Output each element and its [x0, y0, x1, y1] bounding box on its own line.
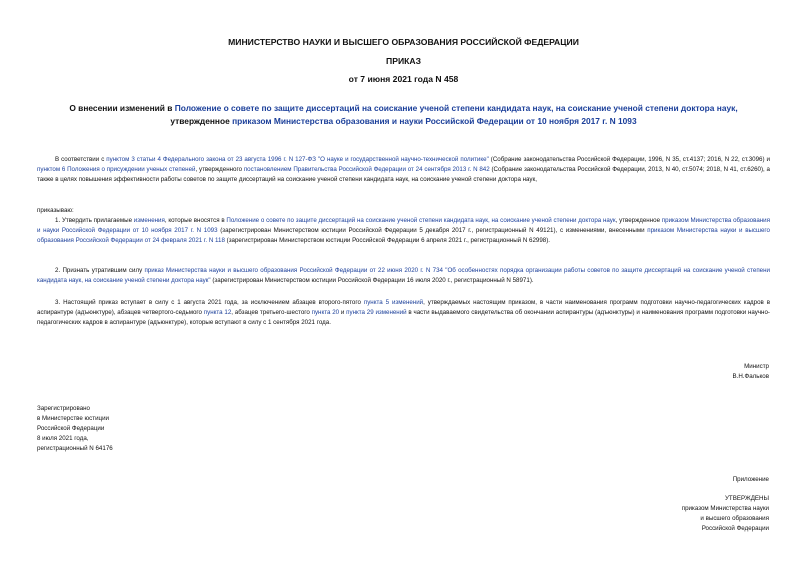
title-prefix: О внесении изменений в: [69, 103, 175, 113]
item3-link-point-20[interactable]: пункта 20: [311, 309, 340, 317]
appendix-line: приказом Министерства науки: [681, 505, 769, 512]
item1-link-regulation[interactable]: Положение о совете по защите диссертаций на соискание ученой степени кандидата наук, на соискание ученой степени доктора наук: [226, 217, 616, 224]
document-title: [40, 102, 767, 127]
item3-link-point-29[interactable]: пункта 29 изменений: [346, 309, 407, 317]
item1-link-order-1093[interactable]: приказом Министерства образования и науки Российской Федерации от 10 ноября 2017 г. N 1093: [37, 217, 770, 235]
item3-text-1: 3. Настоящий приказ вступает в силу с 1 августа 2021 года, за исключением абзацев второго-пятого: [55, 299, 364, 306]
signature-name: В.Н.Фальков: [732, 373, 769, 380]
title-middle: утвержденное: [170, 115, 233, 126]
item1-text-5: (зарегистрирован Министерством юстиции Российской Федерации 6 апреля 2021 г., регистрационный N 62998).: [224, 237, 551, 245]
preamble-text-4: (Собрание законодательства Российской Федерации, 2013, N 40, ст.5074; 2018, N 41, ст.6260), а также в целях повышения эффективности работы советов по защите диссертаций на соискание ученой степени кандидата наук, на соискание ученой степени доктора наук,: [37, 166, 770, 184]
registration-line: Зарегистрировано: [37, 405, 90, 412]
date-number-heading: от 7 июня 2021 года N 458: [348, 74, 459, 84]
item1-text-4: (зарегистрирован Министерством юстиции Российской Федерации 5 декабря 2017 г., регистрационный N 49121), с изменениями, внесенными: [217, 227, 648, 235]
item1-text-2: , которые вносятся в: [164, 217, 227, 224]
appendix-line: Российской Федерации: [701, 525, 769, 532]
item2-link-order-734[interactable]: приказ Министерства науки и высшего образования Российской Федерации от 22 июня 2020 г. N 734 "Об особенностях порядка организации работы советов по защите диссертаций на соискание ученой степени кандидата наук, на соискание ученой степени доктора наук": [37, 267, 770, 285]
signature-block: [732, 362, 769, 382]
title-link-regulation[interactable]: Положение о совете по защите диссертаций на соискание ученой степени кандидата наук, на соискание ученой степени доктора наук,: [174, 103, 738, 113]
title-link-order[interactable]: приказом Министерства образования и науки Российской Федерации от 10 ноября 2017 г. N 1093: [232, 115, 637, 126]
appendix-line: и высшего образования: [700, 515, 769, 522]
registration-line: регистрационный N 64176: [37, 445, 113, 452]
item1-text-3: , утвержденное: [615, 217, 662, 224]
item3-text-5: в части выдаваемого свидетельства об окончании аспирантуры (адъюнктуры) и наименования программ подготовки научно-педагогических кадров в аспирантуре (адъюнктуре), которые вступают в силу с 1 сентября 2021 года.: [37, 309, 770, 327]
item-3-paragraph: [37, 298, 770, 329]
item1-link-changes[interactable]: изменения: [133, 217, 165, 224]
item3-text-3: , абзацев третьего-шестого: [231, 309, 312, 317]
item3-text-2: , утверждаемых настоящим приказом, в части наименования программ подготовки научно-педагогических кадров в аспирантуре (адъюнктуре), абзацев четвертого-седьмого: [37, 299, 770, 317]
appendix-approval-block: [682, 494, 769, 534]
order-word: [37, 206, 770, 216]
item3-link-point-5[interactable]: пункта 5 изменений: [363, 299, 424, 306]
preamble-link-law[interactable]: пунктом 3 статьи 4 Федерального закона от 23 августа 1996 г. N 127-ФЗ "О науке и государственной научно-технической политике": [106, 156, 489, 163]
preamble-link-regulation[interactable]: пунктом 6 Положения о присуждении ученых степеней: [37, 166, 196, 174]
registration-line: 8 июля 2021 года,: [37, 435, 89, 442]
item1-link-order-118[interactable]: приказом Министерства науки и высшего образования Российской Федерации от 24 февраля 2021 г. N 118: [37, 227, 770, 245]
item2-text-2: (зарегистрирован Министерством юстиции Российской Федерации 16 июля 2020 г., регистрационный N 58971).: [210, 277, 534, 285]
registration-line: в Министерстве юстиции: [37, 415, 110, 422]
preamble-text-2: (Собрание законодательства Российской Федерации, 1996, N 35, ст.4137; 2016, N 22, ст.3096) и: [488, 156, 770, 163]
preamble-paragraph: [37, 155, 770, 186]
ministry-heading: МИНИСТЕРСТВО НАУКИ И ВЫСШЕГО ОБРАЗОВАНИЯ РОССИЙСКОЙ ФЕДЕРАЦИИ: [228, 37, 579, 47]
item3-text-4: и: [339, 309, 347, 317]
registration-line: Российской Федерации: [37, 425, 105, 432]
preamble-link-decree[interactable]: постановлением Правительства Российской Федерации от 24 сентября 2013 г. N 842: [243, 166, 490, 174]
item2-text-1: 2. Признать утратившим силу: [55, 267, 145, 274]
doc-type-heading: ПРИКАЗ: [386, 56, 421, 66]
preamble-text-1: В соответствии с: [55, 156, 107, 163]
item1-text-1: 1. Утвердить прилагаемые: [55, 217, 134, 224]
item-2-paragraph: [37, 266, 770, 286]
appendix-line: УТВЕРЖДЕНЫ: [725, 495, 769, 502]
appendix-label: Приложение: [732, 476, 769, 483]
preamble-text-3: , утвержденного: [195, 166, 244, 174]
item3-link-point-12[interactable]: пункта 12: [203, 309, 232, 317]
item-1-paragraph: [37, 216, 770, 247]
registration-block: [37, 404, 113, 454]
order-word-text: приказываю:: [37, 207, 74, 214]
signature-position: Министр: [744, 363, 769, 370]
